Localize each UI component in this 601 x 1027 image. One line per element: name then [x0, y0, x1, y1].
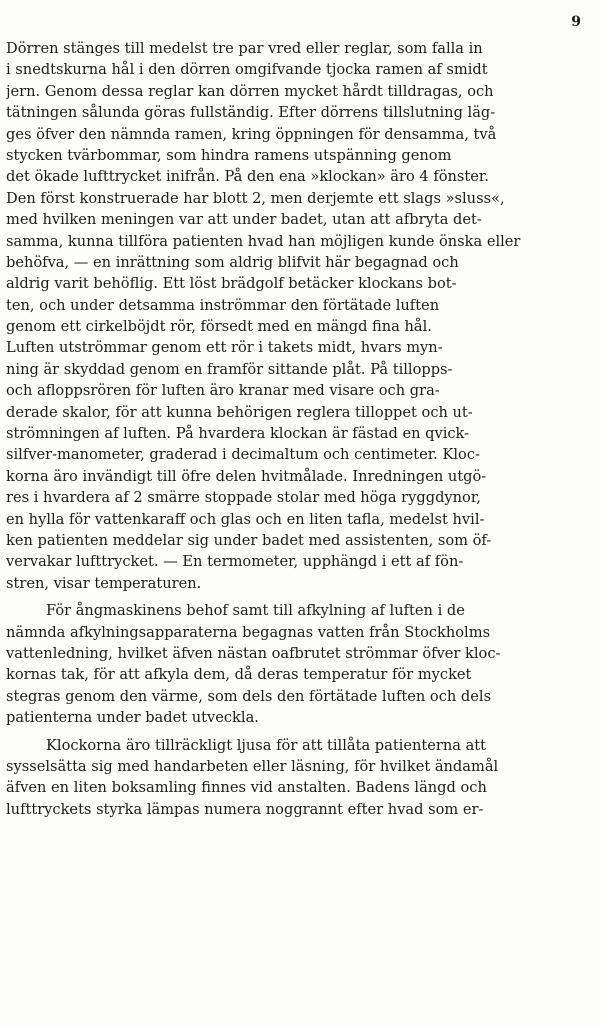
- text-line: ten, och under detsamma inströmmar den förtätade luften: [6, 296, 440, 314]
- text-line: silfver-manometer, graderad i decimaltum och centimeter. Kloc-: [6, 446, 480, 464]
- text-line: kornas tak, för att afkyla dem, då deras temperatur för mycket: [6, 666, 472, 684]
- text-line: sysselsätta sig med handarbeten eller läsning, för hvilket ändamål: [6, 757, 499, 775]
- text-line: en hylla för vattenkaraff och glas och en liten tafla, medelst hvil-: [6, 510, 485, 528]
- text-line: För ångmaskinens behof samt till afkylning af luften i de: [46, 602, 465, 620]
- text-line: res i hvardera af 2 smärre stoppade stolar med höga ryggdynor,: [6, 489, 481, 507]
- text-line: vervakar lufttrycket. — En termometer, upphängd i ett af fön-: [6, 553, 464, 571]
- text-line: Luften utströmmar genom ett rör i takets midt, hvars myn-: [6, 339, 443, 357]
- text-line: patienterna under badet utveckla.: [6, 709, 259, 727]
- page-number: 9: [571, 14, 581, 30]
- text-line: samma, kunna tillföra patienten hvad han möjligen kunde önska eller: [6, 232, 521, 250]
- text-line: det ökade lufttrycket inifrån. På den ena »klockan» äro 4 fönster.: [6, 168, 489, 186]
- text-line: med hvilken meningen var att under badet, utan att afbryta det-: [6, 211, 482, 229]
- paragraph: [6, 600, 581, 728]
- text-line: korna äro invändigt till öfre delen hvitmålade. Inredningen utgö-: [6, 467, 487, 485]
- text-line: vattenledning, hvilket äfven nästan oafbrutet strömmar öfver kloc-: [6, 644, 501, 662]
- text-line: ning är skyddad genom en framför sittande plåt. På tillopps-: [6, 360, 453, 378]
- text-line: ges öfver den nämnda ramen, kring öppningen för densamma, två: [6, 125, 497, 143]
- body-text: [6, 38, 581, 820]
- text-line: stegras genom den värme, som dels den förtätade luften och dels: [6, 687, 492, 705]
- text-line: och afloppsrören för luften äro kranar med visare och gra-: [6, 382, 440, 400]
- text-line: Klockorna äro tillräckligt ljusa för att tillåta patienterna att: [46, 736, 487, 754]
- paragraph: [6, 735, 581, 821]
- text-line: stren, visar temperaturen.: [6, 574, 202, 592]
- text-line: Den först konstruerade har blott 2, men derjemte ett slags »sluss«,: [6, 189, 505, 207]
- text-line: stycken tvärbommar, som hindra ramens utspänning genom: [6, 146, 452, 164]
- text-line: äfven en liten boksamling finnes vid anstalten. Badens längd och: [6, 779, 487, 797]
- text-line: nämnda afkylningsapparaterna begagnas vatten från Stockholms: [6, 623, 491, 641]
- text-line: derade skalor, för att kunna behörigen reglera tilloppet och ut-: [6, 403, 473, 421]
- text-line: jern. Genom dessa reglar kan dörren mycket hårdt tilldragas, och: [6, 82, 494, 100]
- text-line: strömningen af luften. På hvardera klockan är fästad en qvick-: [6, 425, 470, 443]
- text-line: i snedtskurna hål i den dörren omgifvande tjocka ramen af smidt: [6, 61, 488, 79]
- text-line: behöfva, — en inrättning som aldrig blifvit här begagnad och: [6, 253, 459, 271]
- text-line: tätningen sålunda göras fullständig. Efter dörrens tillslutning läg-: [6, 104, 496, 122]
- text-line: Dörren stänges till medelst tre par vred eller reglar, som falla in: [6, 40, 483, 57]
- text-line: lufttryckets styrka lämpas numera noggrannt efter hvad som er-: [6, 800, 484, 818]
- text-line: ken patienten meddelar sig under badet med assistenten, som öf-: [6, 531, 492, 549]
- text-line: aldrig varit behöflig. Ett löst brädgolf betäcker klockans bot-: [6, 275, 457, 293]
- text-line: genom ett cirkelböjdt rör, försedt med en mängd fina hål.: [6, 318, 432, 336]
- paragraph: [6, 38, 581, 594]
